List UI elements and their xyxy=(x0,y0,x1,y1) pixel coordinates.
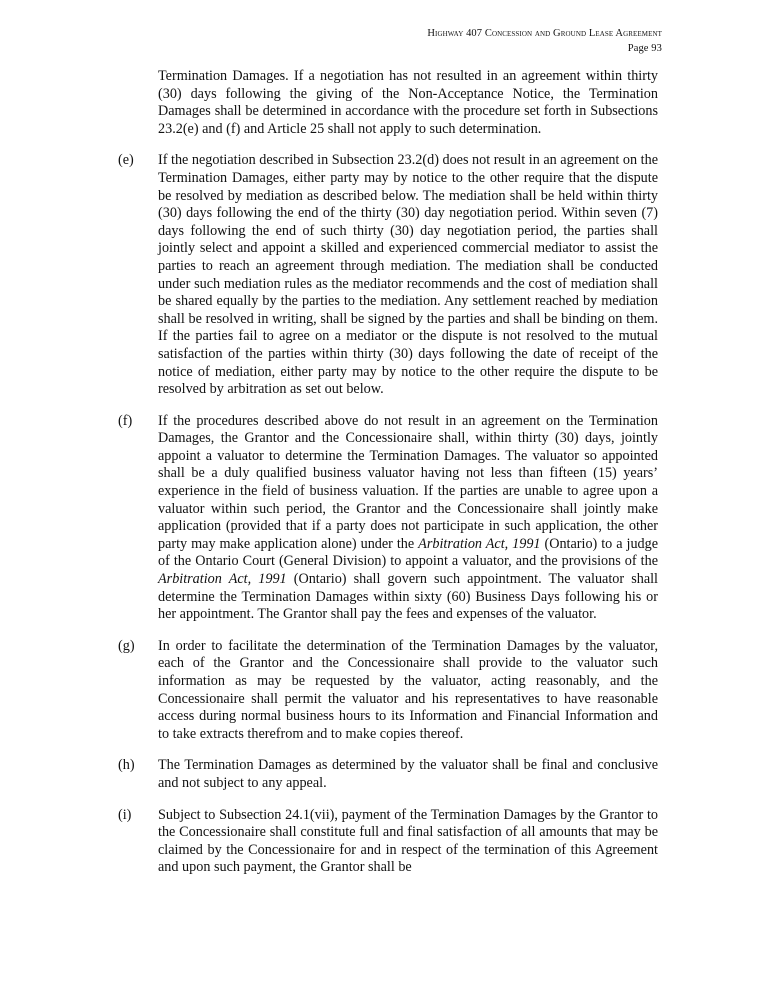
subsection-marker: (e) xyxy=(118,152,134,169)
subsection-g xyxy=(118,638,658,744)
subsection-text: The Termination Damages as determined by the valuator shall be final and conclusive and not subject to any appeal. xyxy=(158,757,658,791)
text-part: (Ontario) shall govern such appointment. The valuator shall determine the Termination Damages within sixty (60) Business Days following his or her appointment. The Grantor shall pay the fees and expenses of the valuator. xyxy=(158,571,659,623)
subsection-text: Subject to Subsection 24.1(vii), payment of the Termination Damages by the Grantor to the Concessionaire shall constitute full and final satisfaction of all amounts that may be claimed by the Concessionaire for and in respect of the termination of this Agreement and upon such payment, the Grantor shall be xyxy=(158,806,658,876)
text-part: (Ontario) to a judge of the Ontario Court (General Division) to appoint a valuator, and the provisions of the xyxy=(158,535,659,570)
subsection-text xyxy=(158,413,658,624)
subsection-text: In order to facilitate the determination of the Termination Damages by the valuator, each of the Grantor and the Concessionaire shall provide to the valuator such information as may be requested by the valuator, acting reasonably, and the Concessionaire shall permit the valuator and his representatives to have reasonable access during normal business hours to its Information and Financial Information and to take extracts therefrom and to make copies thereof. xyxy=(158,637,658,742)
subsection-h xyxy=(118,757,658,792)
subsection-marker: (i) xyxy=(118,806,132,823)
page-header xyxy=(427,26,662,56)
continuation-paragraph: Termination Damages. If a negotiation has not resulted in an agreement within thirty (30) days following the giving of the Non-Acceptance Notice, the Termination Damages shall be determined in accordance with the procedure set forth in Subsections 23.2(e) and (f) and Article 25 shall not apply to such determination. xyxy=(158,68,658,137)
subsection-e xyxy=(118,152,658,398)
document-body xyxy=(118,68,658,891)
document-title: Highway 407 Concession and Ground Lease Agreement xyxy=(427,28,662,39)
subsection-marker: (h) xyxy=(118,757,135,774)
subsection-text: If the negotiation described in Subsection 23.2(d) does not result in an agreement on the Termination Damages, either party may by notice to the other require that the dispute be resolved by mediation as described below. The mediation shall be held within thirty (30) days following the end of the thirty (30) day negotiation period. Within seven (7) days following the end of such thirty (30) day negotiation period, the parties shall jointly select and appoint a skilled and experienced commercial mediator to assist the parties to reach an agreement through mediation. The mediation shall be conducted under such mediation rules as the mediator recommends and the cost of mediation shall be shared equally by the parties to the mediation. Any settlement reached by mediation shall be resolved in writing, shall be signed by the parties and shall be binding on them. If the parties fail to agree on a mediator or the dispute is not resolved to the mutual satisfaction of the parties within thirty (30) days following the date of receipt of the notice of mediation, either party may by notice to the other require the dispute to be resolved by arbitration as set out below. xyxy=(158,152,658,398)
act-name: Arbitration Act, 1991 xyxy=(158,571,287,588)
text-part: If the procedures described above do not result in an agreement on the Termination Damages, the Grantor and the Concessionaire shall, within thirty (30) days, jointly appoint a valuator to determine the Termination Damages. The valuator so appointed shall be a duly qualified business valuator having not less than fifteen (15) years’ experience in the field of business valuation. If the parties are unable to agree upon a valuator within such period, the Grantor and the Concessionaire shall jointly make application (provided that if a party does not participate in such application, the other party may make application alone) under the xyxy=(158,412,658,552)
page-number: Page 93 xyxy=(627,43,662,54)
subsection-f xyxy=(118,413,658,624)
subsection-marker: (g) xyxy=(118,637,135,654)
subsection-i xyxy=(118,807,658,877)
act-name: Arbitration Act, 1991 xyxy=(418,535,541,552)
subsection-marker: (f) xyxy=(118,412,133,429)
